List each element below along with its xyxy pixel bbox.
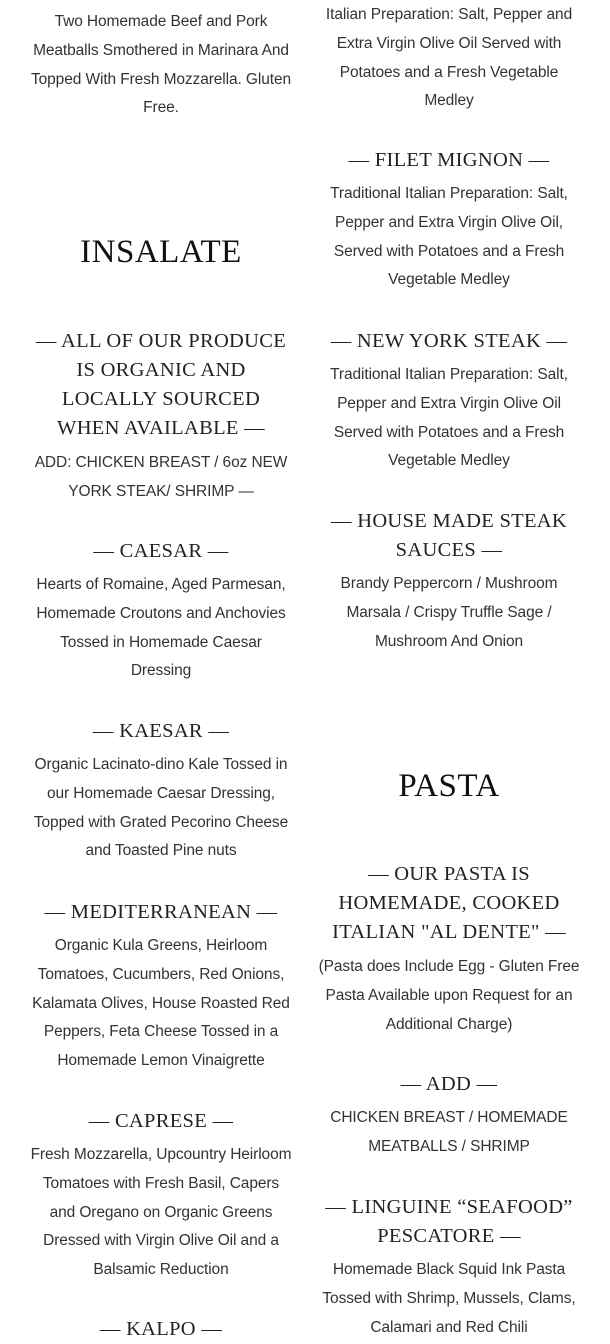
new-york-steak-title: — NEW YORK STEAK —	[330, 330, 568, 352]
caprese-description: Fresh Mozzarella, Upcountry Heirloom Tomatoes with Fresh Basil, Capers and Oregano on Organic Greens Dressed with Virgin Olive Oil and a Balsamic Reduction	[30, 1146, 292, 1279]
caesar-title: — CAESAR —	[93, 540, 229, 562]
steak-sauces-description: Brandy Peppercorn / Mushroom Marsala / Crispy Truffle Sage / Mushroom And Onion	[340, 575, 558, 650]
pasta-note-title: — OUR PASTA IS HOMEMADE, COOKED ITALIAN "AL DENTE" —	[332, 863, 566, 943]
mediterranean-title: — MEDITERRANEAN —	[44, 901, 278, 923]
steak-sauces-title: — HOUSE MADE STEAK SAUCES —	[330, 510, 568, 561]
filet-mignon-description: Traditional Italian Preparation: Salt, Pepper and Extra Virgin Olive Oil, Served with Potatoes and a Fresh Vegetable Medley	[330, 185, 568, 289]
pasta-note-description: (Pasta does Include Egg - Gluten Free Pasta Available upon Request for an Additional Charge)	[318, 958, 580, 1033]
mediterranean-description: Organic Kula Greens, Heirloom Tomatoes, Cucumbers, Red Onions, Kalamata Olives, House Roasted Red Peppers, Feta Cheese Tossed in a Homemade Lemon Vinaigrette	[32, 937, 290, 1070]
linguine-pescatore-description: Homemade Black Squid Ink Pasta Tossed with Shrimp, Mussels, Clams, Calamari and Red Chili	[322, 1261, 576, 1336]
kalpo-title: — KALPO —	[99, 1318, 223, 1340]
insalate-section-heading: INSALATE	[80, 234, 242, 270]
filet-mignon-title: — FILET MIGNON —	[348, 149, 550, 171]
pasta-add-title: — ADD —	[400, 1073, 498, 1095]
linguine-pescatore-title: — LINGUINE “SEAFOOD” PESCATORE —	[325, 1196, 573, 1247]
caesar-description: Hearts of Romaine, Aged Parmesan, Homemade Croutons and Anchovies Tossed in Homemade Caesar Dressing	[36, 576, 286, 680]
produce-note-title: — ALL OF OUR PRODUCE IS ORGANIC AND LOCALLY SOURCED WHEN AVAILABLE —	[35, 330, 287, 439]
produce-add-options: ADD: CHICKEN BREAST / 6oz NEW YORK STEAK/ SHRIMP —	[34, 454, 288, 500]
pasta-section-heading: PASTA	[398, 768, 500, 804]
kaesar-description: Organic Lacinato-dino Kale Tossed in our Homemade Caesar Dressing, Topped with Grated Pecorino Cheese and Toasted Pine nuts	[33, 756, 289, 860]
pasta-add-options: CHICKEN BREAST / HOMEMADE MEATBALLS / SHRIMP	[330, 1109, 568, 1155]
steak-preparation-description: Italian Preparation: Salt, Pepper and Extra Virgin Olive Oil Served with Potatoes and a Fresh Vegetable Medley	[325, 6, 573, 110]
new-york-steak-description: Traditional Italian Preparation: Salt, Pepper and Extra Virgin Olive Oil Served with Potatoes and a Fresh Vegetable Medley	[330, 366, 568, 470]
kaesar-title: — KAESAR —	[92, 720, 230, 742]
caprese-title: — CAPRESE —	[88, 1110, 234, 1132]
meatballs-description: Two Homemade Beef and Pork Meatballs Smothered in Marinara And Topped With Fresh Mozzarella. Gluten Free.	[30, 13, 291, 117]
